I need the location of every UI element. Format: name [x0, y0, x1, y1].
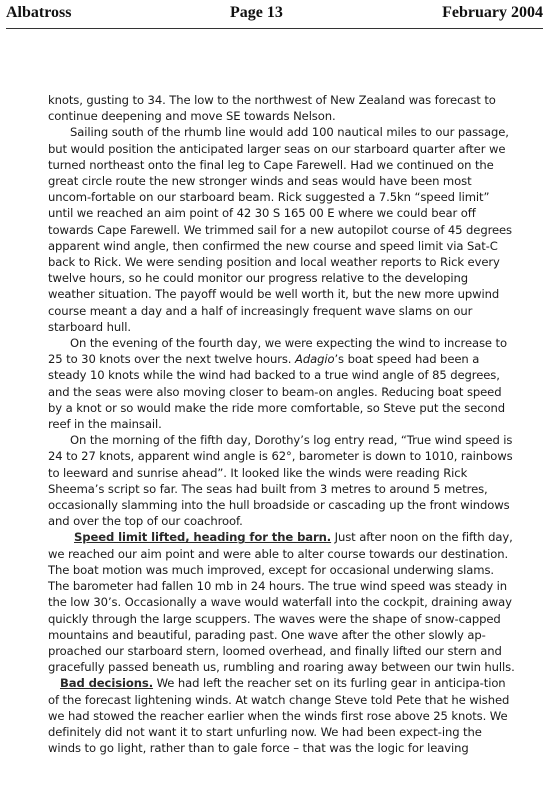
- header-rule: [6, 28, 543, 29]
- page-number: Page 13: [230, 4, 283, 21]
- paragraph-fifth-day: On the morning of the fifth day, Dorothy’s log entry read, “True wind speed is 24 to 27 knots, apparent wind angle is 62°, barometer is down to 1010, rainbows to leeward and sunrise ahead”. It looked like the winds were reading Rick Sheema’s script so far. The seas had built from 3 metres to around 5 metres, occasionally slamming into the hull broadside or cascading up the front windows and over the top of our coachroof.: [48, 433, 513, 529]
- paragraph-speed-limit-text: Just after noon on the fifth day, we reached our aim point and were able to alter course towards our destination. The boat motion was much improved, except for occasional underwing slams. The barometer had fallen 10 mb in 24 hours. The true wind speed was steady in the low 30’s. Occasionally a wave would waterfall into the cockpit, draining away quickly through the large scuppers. The waves were the shape of snow-capped mountains and beautiful, parading past. One wave after the other slowly ap-proached our starboard stern, loomed overhead, and finally lifted our stern and gracefully passed beneath us, rumbling and roaring away between our twin hulls.: [48, 530, 515, 675]
- paragraph-bad-decisions: [48, 675, 518, 756]
- paragraph-speed-limit: [48, 529, 518, 675]
- issue-date: February 2004: [442, 4, 543, 21]
- subheading-speed-limit: Speed limit lifted, heading for the barn.: [74, 530, 332, 545]
- paragraph-bad-decisions-text: We had left the reacher set on its furling gear in anticipa-tion of the forecast lightening winds. At watch change Steve told Pete that he wished we had stowed the reacher earlier when the winds first rose above 25 knots. We definitely did not want it to start unfurling now. We had been expect-ing the winds to go light, rather than to gale force – that was the logic for leaving: [48, 676, 510, 756]
- publication-title: Albatross: [6, 4, 72, 21]
- boat-name: Adagio: [294, 352, 335, 367]
- paragraph-fourth-day: [48, 335, 518, 432]
- article-body: [48, 92, 518, 756]
- paragraph-fourth-day-part2: ’s boat speed had been a steady 10 knots while the wind had backed to a true wind angle of 85 degrees, and the seas were also moving closer to beam-on angles. Reducing boat speed by a knot or so would make the ride more comfortable, so Steve put the second reef in the mainsail.: [48, 352, 506, 432]
- paragraph-continuation: knots, gusting to 34. The low to the northwest of New Zealand was forecast to continue deepening and move SE towards Nelson.: [48, 93, 496, 124]
- paragraph-rhumb-line: Sailing south of the rhumb line would add 100 nautical miles to our passage, but would position the anticipated larger seas on our starboard quarter after we turned northeast onto the final leg to Cape Farewell. Had we continued on the great circle route the new stronger winds and seas would have been most uncom-fortable on our starboard beam. Rick suggested a 7.5kn “speed limit” until we reached an aim point of 42 30 S 165 00 E where we could bear off towards Cape Farewell. We trimmed sail for a new autopilot course of 45 degrees apparent wind angle, then confirmed the new course and speed limit via Sat-C back to Rick. We were sending position and local weather reports to Rick every twelve hours, so he could monitor our progress relative to the developing weather situation. The payoff would be well worth it, but the new more upwind course meant a day and a half of increasingly frequent wave slams on our starboard hull.: [48, 125, 512, 334]
- subheading-bad-decisions: Bad decisions.: [60, 676, 154, 691]
- page-header: [6, 4, 543, 26]
- paragraph-fourth-day-part1: On the evening of the fourth day, we were expecting the wind to increase to 25 to 30 knots over the next twelve hours.: [48, 336, 507, 367]
